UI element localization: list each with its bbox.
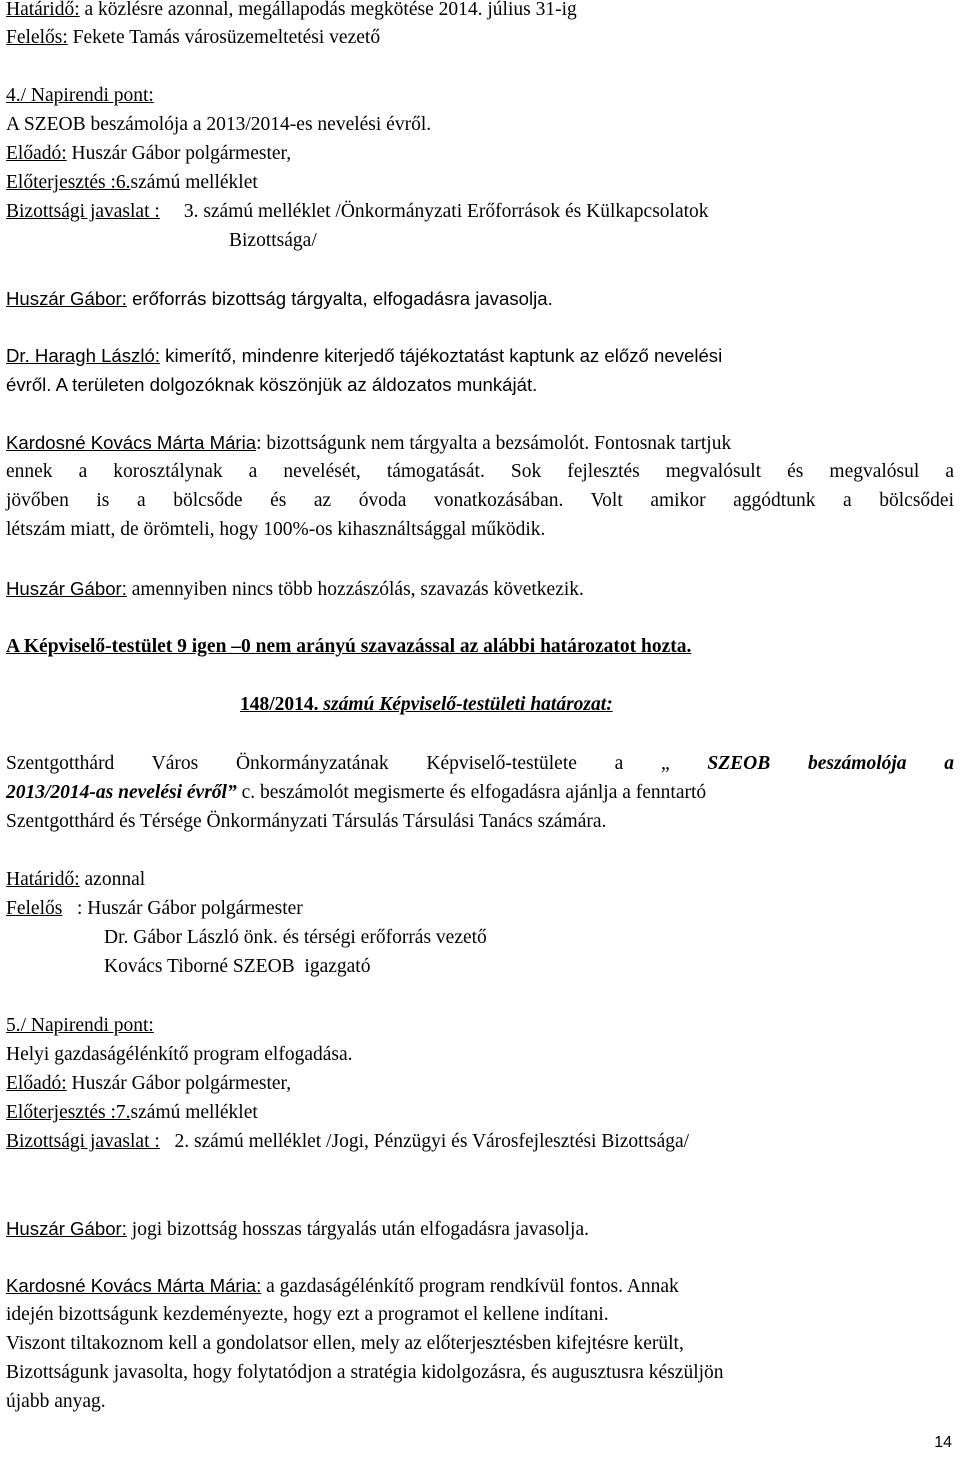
- committee-value-cont: Bizottsága/: [229, 230, 317, 251]
- presenter-label: Előadó:: [6, 1073, 67, 1094]
- responsible-label: Felelős:: [6, 27, 68, 48]
- speech-huszar-2: [6, 575, 584, 604]
- speech-kardosne2-l4: Bizottságunk javasolta, hogy folytatódjon a stratégia kidolgozásra, és augusztusra készüljön: [6, 1362, 724, 1383]
- resolution-responsible: [6, 895, 303, 923]
- submission-value: számú melléklet: [130, 1102, 258, 1123]
- speaker-name: Kardosné Kovács Márta Mária: [6, 432, 257, 453]
- speech-kardosne2-l1: [6, 1272, 679, 1301]
- speech-kardosne2-l2: idején bizottságunk kezdeményezte, hogy ezt a programot el kellene indítani.: [6, 1304, 609, 1325]
- submission-label: Előterjesztés :7.: [6, 1102, 131, 1123]
- speaker-name: Kardosné Kovács Márta Mária:: [6, 1275, 262, 1296]
- committee-label: Bizottsági javaslat :: [6, 1131, 160, 1152]
- presenter-value: Huszár Gábor polgármester,: [66, 143, 292, 164]
- speech-kardosne-l1: [6, 429, 731, 458]
- submission-value: számú melléklet: [130, 172, 258, 193]
- agenda-title-5: Helyi gazdaságélénkítő program elfogadása.: [6, 1044, 353, 1065]
- speech-haragh-l1: [6, 342, 722, 370]
- speech-text: a gazdaságélénkítő program rendkívül fontos. Annak: [261, 1276, 679, 1297]
- speech-huszar-1: [6, 285, 553, 313]
- speech-text: kimerítő, mindenre kiterjedő tájékoztatást kaptunk az előző nevelési: [160, 345, 723, 366]
- speech-text: erőforrás bizottság tárgyalta, elfogadásra javasolja.: [126, 288, 553, 309]
- speaker-name: Huszár Gábor:: [6, 288, 127, 309]
- resolution-text: c. beszámolót megismerte és elfogadásra ajánlja a fenntartó: [236, 782, 707, 803]
- resolution-subject-cont: 2013/2014-as nevelési évről”: [6, 782, 237, 803]
- speech-text: jogi bizottság hosszas tárgyalás után elfogadásra javasolja.: [126, 1219, 589, 1240]
- agenda-heading-5: 5./ Napirendi pont:: [6, 1015, 154, 1036]
- speech-text: amennyiben nincs több hozzászólás, szavazás következik.: [126, 579, 584, 600]
- submission-label: Előterjesztés :6.: [6, 172, 131, 193]
- responsible-2: Dr. Gábor László önk. és térségi erőforrás vezető: [104, 927, 487, 948]
- deadline-line: [6, 0, 577, 24]
- deadline-label: Határidő:: [6, 0, 80, 20]
- speech-haragh-l2: évről. A területen dolgozóknak köszönjük az áldozatos munkáját.: [6, 374, 538, 395]
- presenter-label: Előadó:: [6, 143, 67, 164]
- page-number: 14: [934, 1434, 952, 1451]
- presenter-line-5: [6, 1070, 291, 1098]
- responsible-line: [6, 24, 380, 52]
- responsible-label: Felelős: [6, 898, 63, 919]
- submission-line-4: [6, 169, 258, 197]
- speech-kardosne2-l5: újabb anyag.: [6, 1391, 106, 1412]
- responsible-value: : Huszár Gábor polgármester: [62, 898, 303, 919]
- resolution-subject: SZEOB beszámolója a: [707, 753, 954, 774]
- speech-huszar-3: [6, 1215, 589, 1244]
- resolution-number: 148/2014.: [240, 694, 319, 715]
- resolution-title-rest: számú Képviselő-testületi határozat:: [318, 694, 613, 715]
- speech-kardosne2-l3: Viszont tiltakoznom kell a gondolatsor ellen, mely az előterjesztésben kifejtésre került,: [6, 1333, 684, 1354]
- submission-line-5: [6, 1099, 258, 1127]
- agenda-heading-4: 4./ Napirendi pont:: [6, 85, 154, 106]
- resolution-text: Szentgotthárd Város Önkormányzatának Képviselő-testülete a „: [6, 753, 708, 774]
- speech-kardosne-l4: létszám miatt, de örömteli, hogy 100%-os kihasználtsággal működik.: [6, 519, 546, 540]
- deadline-value: a közlésre azonnal, megállapodás megkötése 2014. július 31-ig: [79, 0, 577, 20]
- resolution-l2: [6, 779, 706, 807]
- responsible-value: Fekete Tamás városüzemeltetési vezető: [67, 27, 381, 48]
- deadline-value: azonnal: [79, 869, 146, 890]
- speech-kardosne-l3: jövőben is a bölcsőde és az óvoda vonatkozásában. Volt amikor aggódtunk a bölcsődei: [6, 490, 954, 511]
- committee-label: Bizottsági javaslat :: [6, 201, 160, 222]
- presenter-line-4: [6, 140, 291, 168]
- agenda-title-4: A SZEOB beszámolója a 2013/2014-es nevelési évről.: [6, 114, 432, 135]
- speech-text: : bizottságunk nem tárgyalta a bezsámolót. Fontosnak tartjuk: [256, 433, 732, 454]
- resolution-title: [240, 691, 613, 719]
- responsible-3: Kovács Tiborné SZEOB igazgató: [104, 956, 371, 977]
- committee-value: 3. számú melléklet /Önkormányzati Erőforrások és Külkapcsolatok: [183, 201, 709, 222]
- resolution-l3: Szentgotthárd és Térsége Önkormányzati Társulás Társulási Tanács számára.: [6, 811, 607, 832]
- vote-result: A Képviselő-testület 9 igen –0 nem arányú szavazással az alábbi határozatot hozta.: [6, 636, 692, 657]
- presenter-value: Huszár Gábor polgármester,: [66, 1073, 292, 1094]
- deadline-label: Határidő:: [6, 869, 80, 890]
- committee-line-4: [6, 198, 709, 226]
- speech-kardosne-l2: ennek a korosztálynak a nevelését, támogatását. Sok fejlesztés megvalósult és megvalósul a: [6, 461, 954, 482]
- speaker-name: Huszár Gábor:: [6, 1218, 127, 1239]
- resolution-l1: [6, 750, 954, 778]
- resolution-deadline: [6, 866, 145, 894]
- speaker-name: Dr. Haragh László:: [6, 345, 160, 366]
- committee-value: 2. számú melléklet /Jogi, Pénzügyi és Városfejlesztési Bizottsága/: [159, 1131, 690, 1152]
- committee-line-5: [6, 1128, 689, 1156]
- speaker-name: Huszár Gábor:: [6, 578, 127, 599]
